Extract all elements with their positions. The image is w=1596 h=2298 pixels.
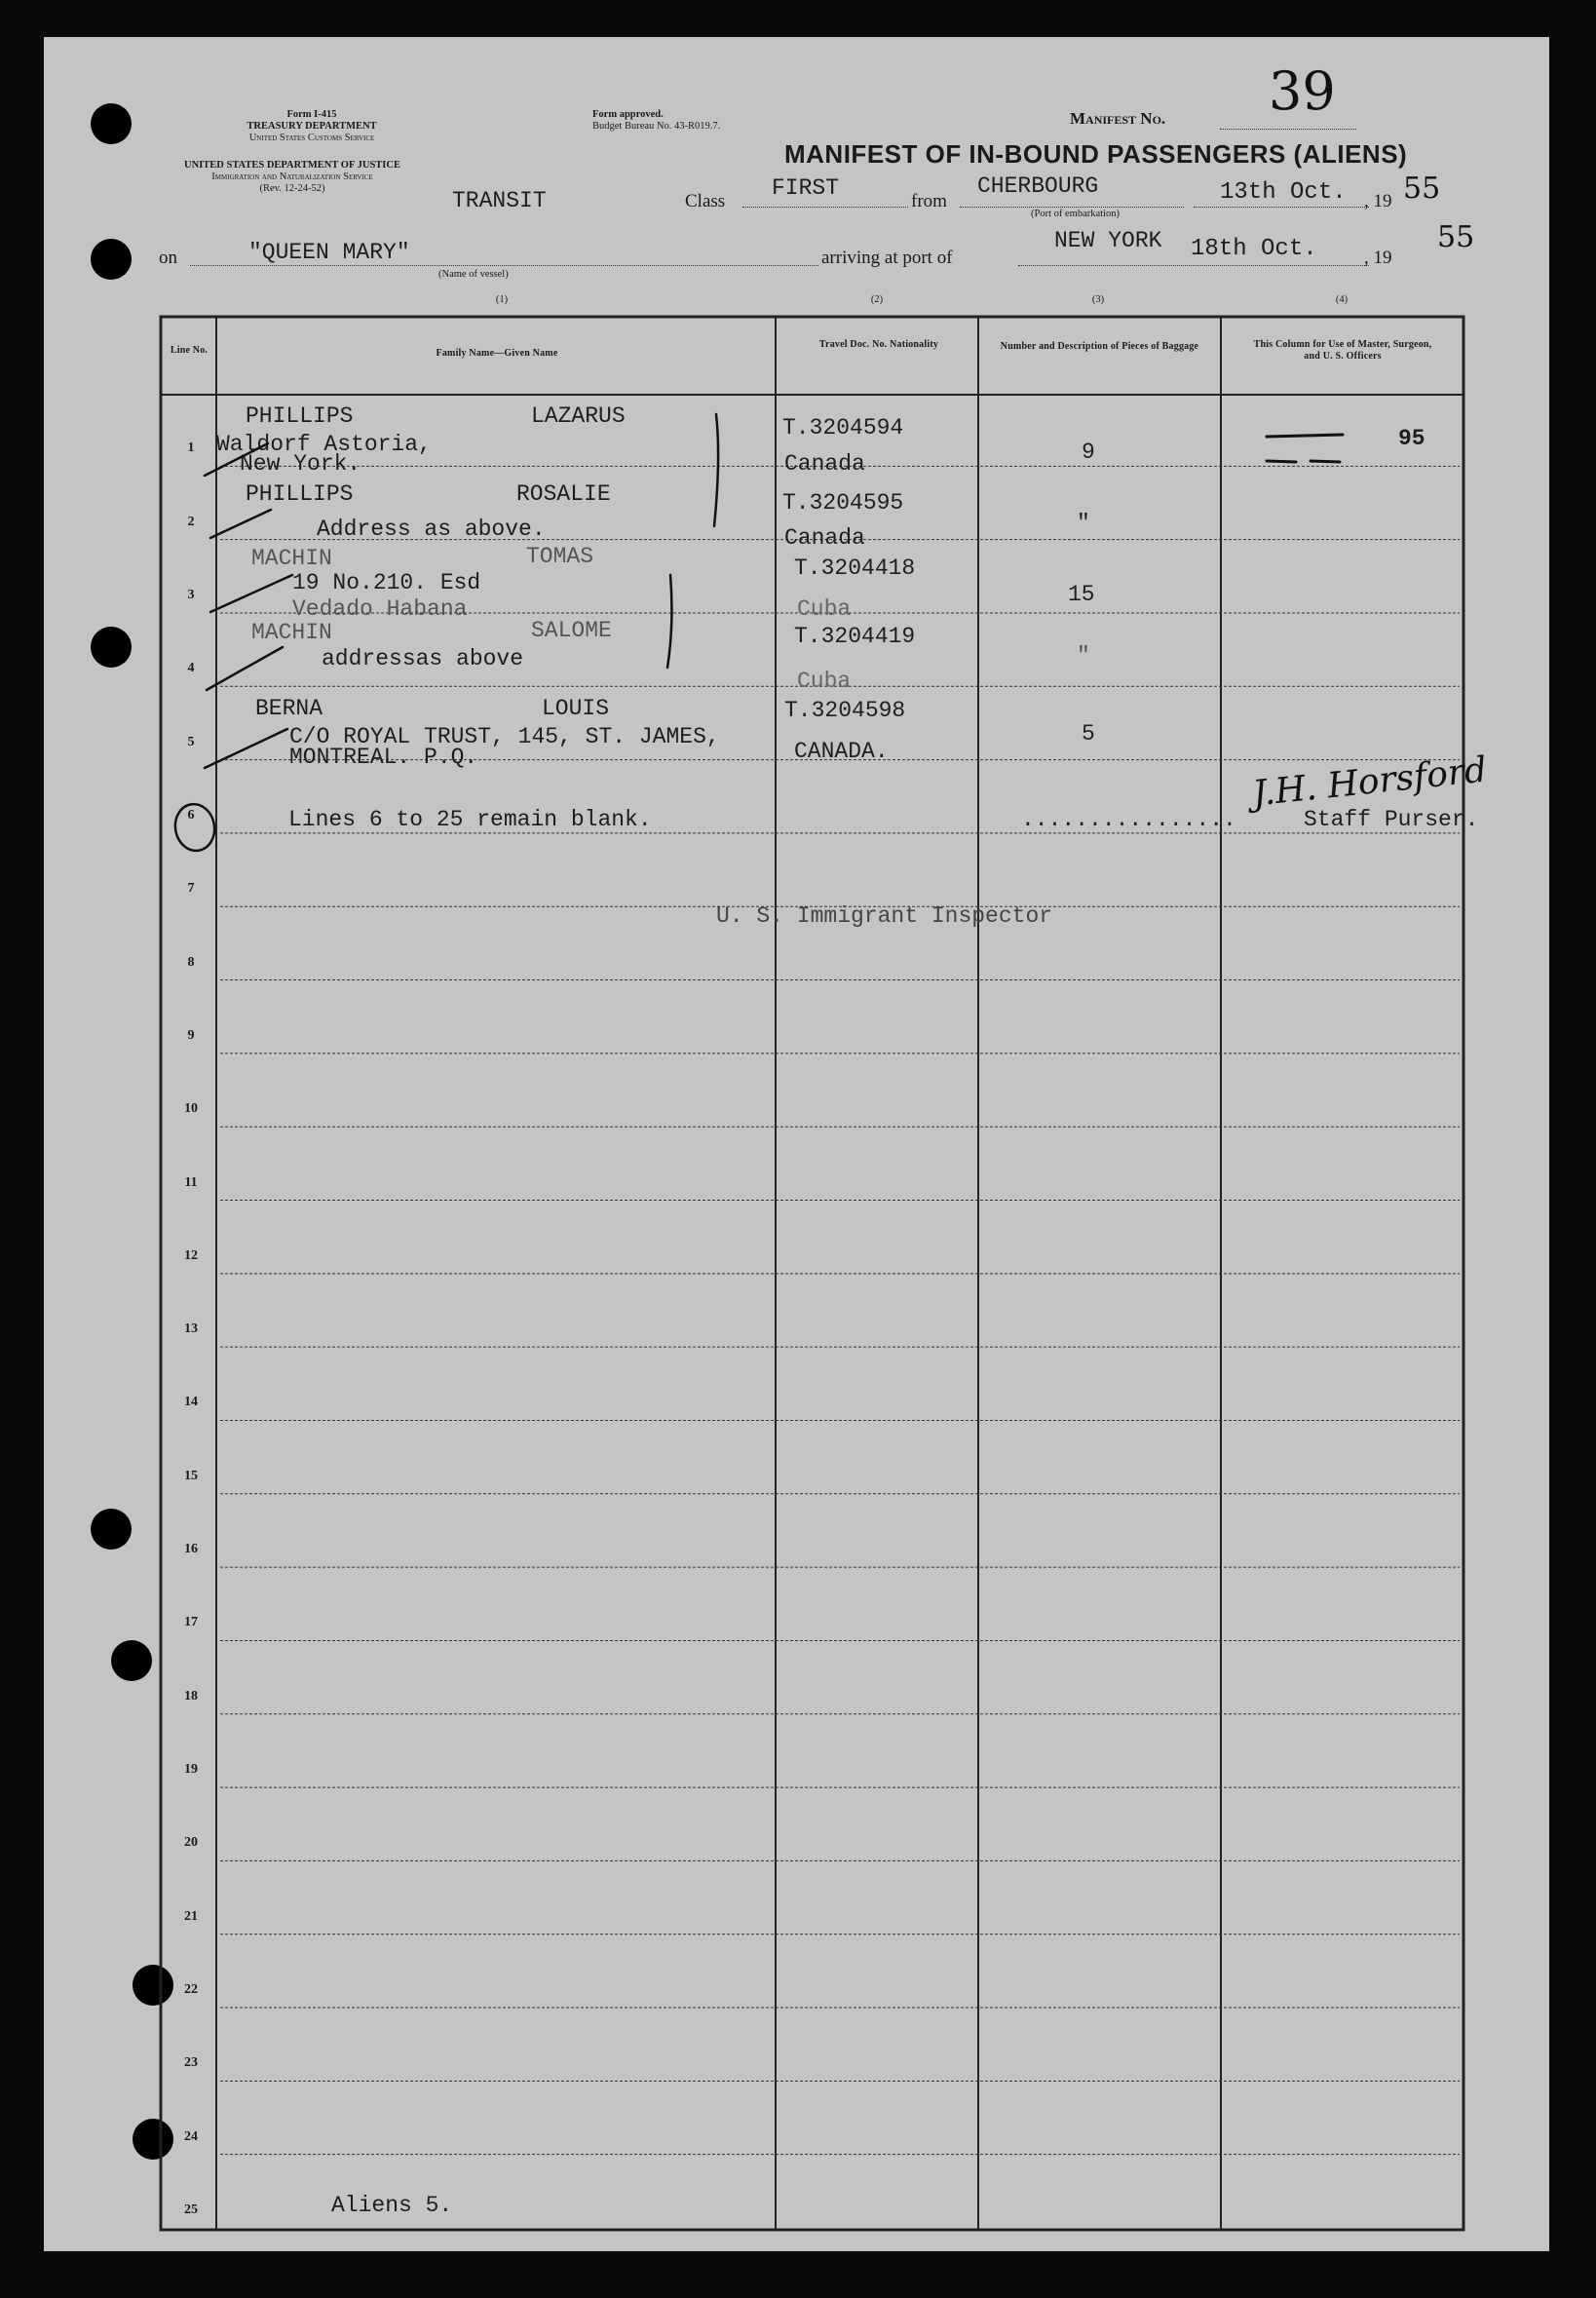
strike-mark-1 — [205, 443, 268, 476]
entry-3-given: TOMAS — [526, 544, 594, 569]
entry-1-family: PHILLIPS — [246, 403, 354, 429]
arriving-label: arriving at port of — [821, 248, 953, 268]
entry-1-address-2: New York. — [240, 451, 361, 477]
entry-2-nationality: Canada — [784, 525, 865, 551]
entry-2-given: ROSALIE — [516, 481, 611, 507]
line-number: 21 — [184, 1908, 198, 1924]
line-number: 11 — [184, 1174, 198, 1190]
blank-lines-note: Lines 6 to 25 remain blank. — [288, 807, 652, 832]
purser-dots: ................ — [1021, 807, 1236, 832]
strike-mark-5 — [205, 729, 287, 768]
entry-4-doc: T.3204419 — [794, 624, 916, 649]
entry-3-address-1: 19 No.210. Esd — [292, 570, 481, 595]
year-2: 55 — [1437, 220, 1475, 254]
entry-5-address-1: C/O ROYAL TRUST, 145, ST. JAMES, — [289, 724, 720, 749]
entry-4-address: addressas above — [322, 646, 524, 671]
entry-1-given: LAZARUS — [531, 403, 626, 429]
line-number: 12 — [184, 1247, 198, 1263]
line-number: 22 — [184, 1982, 198, 1998]
year-prefix-1: , 19 — [1364, 191, 1392, 211]
class-label: Class — [685, 191, 726, 211]
col-num-3: (3) — [1091, 294, 1105, 305]
strike-mark-2 — [210, 510, 271, 538]
budget-bureau: Budget Bureau No. 43-R019.7. — [592, 121, 721, 132]
ins-label: Immigration and Naturalization Service — [211, 172, 373, 182]
line-number: 20 — [184, 1835, 198, 1851]
line-number: 1 — [187, 440, 195, 456]
entry-1-address-1: Waldorf Astoria, — [216, 432, 432, 457]
line-number: 18 — [184, 1688, 198, 1704]
entry-3-nationality: Cuba — [797, 596, 852, 622]
line-number: 10 — [184, 1101, 198, 1117]
entry-5-baggage: 5 — [1082, 721, 1095, 747]
rev-label: (Rev. 12-24-52) — [259, 183, 325, 194]
aliens-total: Aliens 5. — [331, 2193, 453, 2218]
entry-2-address: Address as above. — [317, 517, 546, 542]
entry-4-given: SALOME — [531, 618, 612, 643]
entry-5-nationality: CANADA. — [794, 739, 889, 764]
line-number: 6 — [187, 807, 195, 823]
line-number: 7 — [187, 881, 195, 897]
officer-scribble — [1267, 435, 1343, 462]
manifest-no-label: Manifest No. — [1070, 109, 1166, 128]
col-num-2: (2) — [870, 294, 884, 305]
entry-5-family: BERNA — [255, 696, 323, 721]
line-number: 8 — [187, 954, 195, 970]
strike-mark-4 — [207, 647, 283, 690]
entry-1-baggage: 9 — [1082, 440, 1095, 465]
year-prefix-2: , 19 — [1364, 248, 1392, 268]
entry-3-family: MACHIN — [251, 546, 332, 571]
col-header-officers: This Column for Use of Master, Surgeon, and U. S. Officers — [1253, 339, 1432, 362]
line-number: 25 — [184, 2202, 198, 2217]
port-embarkation-caption: (Port of embarkation) — [1031, 209, 1120, 219]
vessel-name: "QUEEN MARY" — [248, 240, 410, 265]
line-number: 15 — [184, 1468, 198, 1483]
treasury-label: TREASURY DEPARTMENT — [247, 121, 377, 132]
vessel-caption: (Name of vessel) — [438, 269, 509, 280]
entry-3-doc: T.3204418 — [794, 555, 916, 581]
entry-1-doc: T.3204594 — [782, 415, 904, 440]
purser-signature: J.H. Horsford — [1250, 749, 1489, 815]
form-number: Form I-415 — [286, 109, 337, 120]
staff-purser-label: Staff Purser. — [1304, 807, 1479, 832]
col-num-1: (1) — [495, 294, 509, 305]
entry-4-baggage: " — [1077, 643, 1090, 669]
justice-label: UNITED STATES DEPARTMENT OF JUSTICE — [184, 160, 400, 171]
entry-1-officer-mark: 95 — [1398, 426, 1425, 451]
entry-1-nationality: Canada — [784, 451, 865, 477]
customs-label: United States Customs Service — [248, 133, 375, 143]
line-number: 23 — [184, 2055, 198, 2071]
class-value: FIRST — [772, 175, 840, 201]
bracket-mark-2 — [667, 575, 671, 668]
entry-5-address-2: MONTREAL. P.Q. — [289, 745, 478, 770]
entry-3-baggage: 15 — [1068, 582, 1095, 607]
line-number: 19 — [184, 1762, 198, 1778]
col-num-4: (4) — [1335, 294, 1349, 305]
line-number: 4 — [187, 661, 195, 676]
page-title: MANIFEST OF IN-BOUND PASSENGERS (ALIENS) — [784, 139, 1408, 169]
col-header-line-no: Line No. — [170, 345, 209, 356]
arrival-port: NEW YORK — [1054, 228, 1162, 253]
line-number: 14 — [184, 1395, 198, 1410]
manifest-number: 39 — [1269, 60, 1336, 122]
line-number: 5 — [187, 734, 195, 749]
entry-4-family: MACHIN — [251, 620, 332, 645]
line-number: 3 — [187, 587, 195, 602]
line-number: 24 — [184, 2128, 198, 2144]
entry-2-baggage: " — [1077, 511, 1090, 536]
entry-2-doc: T.3204595 — [782, 490, 904, 516]
line-number: 9 — [187, 1027, 195, 1043]
col-header-name: Family Name—Given Name — [436, 348, 558, 359]
entry-4-nationality: Cuba — [797, 669, 852, 694]
from-label: from — [911, 191, 947, 211]
strike-mark-3 — [210, 575, 292, 612]
form-approved: Form approved. — [592, 109, 664, 120]
entry-5-doc: T.3204598 — [784, 698, 906, 723]
line-number: 2 — [187, 514, 195, 529]
entry-5-given: LOUIS — [542, 696, 610, 721]
embark-date: 13th Oct. — [1220, 179, 1347, 206]
line-number: 16 — [184, 1542, 198, 1557]
immigrant-inspector-label: U. S. Immigrant Inspector — [716, 903, 1053, 929]
entry-2-family: PHILLIPS — [246, 481, 354, 507]
entry-3-address-2: Vedado Habana — [292, 596, 468, 622]
line-number: 17 — [184, 1615, 198, 1630]
arrival-date: 18th Oct. — [1191, 236, 1317, 262]
line-number: 13 — [184, 1321, 198, 1337]
col-header-travel-doc: Travel Doc. No. Nationality — [818, 339, 939, 350]
on-label: on — [159, 248, 177, 268]
from-value: CHERBOURG — [977, 173, 1099, 199]
bracket-mark-1 — [714, 414, 718, 526]
col-header-baggage: Number and Description of Pieces of Baggage — [1000, 341, 1199, 352]
year-1: 55 — [1403, 172, 1441, 206]
transit-label: TRANSIT — [452, 188, 547, 213]
circled-line-six — [171, 801, 218, 854]
